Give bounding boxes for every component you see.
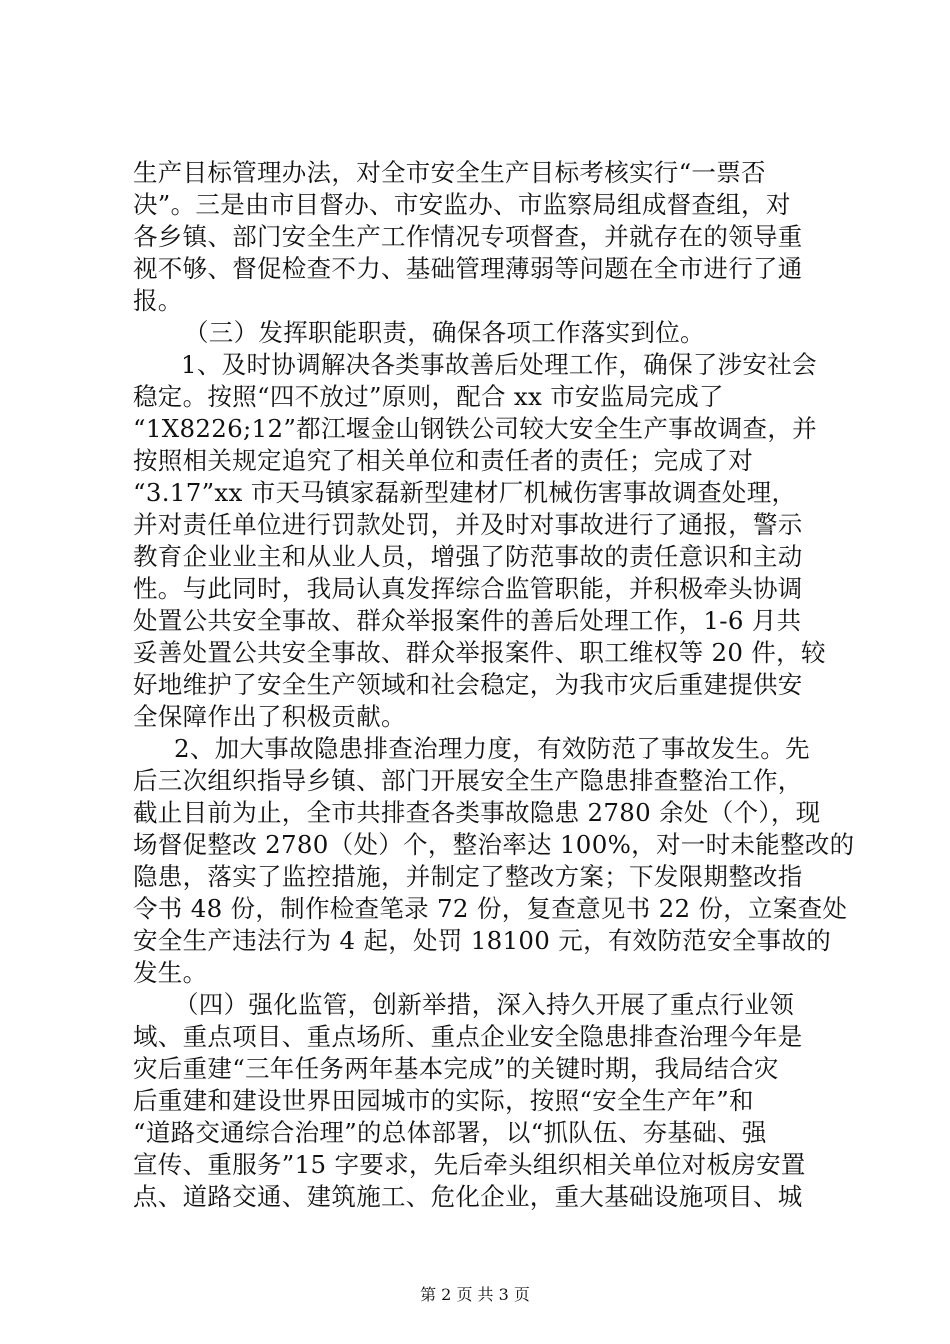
text-line: 场督促整改 2780（处）个，整治率达 100%，对一时未能整改的 xyxy=(133,830,855,859)
text-line: 决”。三是由市目督办、市安监办、市监察局组成督查组，对 xyxy=(133,190,791,219)
text-line: 按照相关规定追究了相关单位和责任者的责任；完成了对 xyxy=(133,446,753,475)
section-heading: （三）发挥职能职责，确保各项工作落实到位。 xyxy=(184,318,705,347)
text-line: 域、重点项目、重点场所、重点企业安全隐患排查治理今年是 xyxy=(133,1022,803,1051)
text-line: 并对责任单位进行罚款处罚，并及时对事故进行了通报，警示 xyxy=(133,510,803,539)
text-line: 稳定。按照“四不放过”原则，配合 xx 市安监局完成了 xyxy=(133,382,724,411)
text-line: 性。与此同时，我局认真发挥综合监管职能，并积极牵头协调 xyxy=(133,574,803,603)
section-heading: （四）强化监管，创新举措，深入持久开展了重点行业领 xyxy=(174,990,794,1019)
page-number-footer: 第 2 页 共 3 页 xyxy=(420,1285,530,1304)
text-line: 视不够、督促检查不力、基础管理薄弱等问题在全市进行了通 xyxy=(133,254,803,283)
text-line: 发生。 xyxy=(133,958,208,987)
text-line: 全保障作出了积极贡献。 xyxy=(133,702,406,731)
text-line: “1X8226;12”都江堰金山钢铁公司较大安全生产事故调查，并 xyxy=(133,414,817,443)
text-line: 安全生产违法行为 4 起，处罚 18100 元，有效防范安全事故的 xyxy=(133,926,832,955)
text-line: 报。 xyxy=(133,286,183,315)
text-line: 后三次组织指导乡镇、部门开展安全生产隐患排查整治工作， xyxy=(133,766,803,795)
text-line: 各乡镇、部门安全生产工作情况专项督查，并就存在的领导重 xyxy=(133,222,803,251)
text-line: 令书 48 份，制作检查笔录 72 份，复查意见书 22 份，立案查处 xyxy=(133,894,848,923)
text-line: 隐患，落实了监控措施，并制定了整改方案；下发限期整改指 xyxy=(133,862,803,891)
text-line: 妥善处置公共安全事故、群众举报案件、职工维权等 20 件，较 xyxy=(133,638,826,667)
text-line: “道路交通综合治理”的总体部署，以“抓队伍、夯基础、强 xyxy=(133,1118,767,1147)
text-line: 好地维护了安全生产领域和社会稳定，为我市灾后重建提供安 xyxy=(133,670,803,699)
text-line: 截止目前为止，全市共排查各类事故隐患 2780 余处（个），现 xyxy=(133,798,821,827)
text-line: “3.17”xx 市天马镇家磊新型建材厂机械伤害事故调查处理， xyxy=(133,478,797,507)
text-line: 教育企业业主和从业人员，增强了防范事故的责任意识和主动 xyxy=(133,542,803,571)
paragraph-start: 2、加大事故隐患排查治理力度，有效防范了事故发生。先 xyxy=(174,734,810,763)
text-line: 点、道路交通、建筑施工、危化企业，重大基础设施项目、城 xyxy=(133,1182,803,1211)
text-line: 宣传、重服务”15 字要求，先后牵头组织相关单位对板房安置 xyxy=(133,1150,806,1179)
text-line: 生产目标管理办法，对全市安全生产目标考核实行“一票否 xyxy=(133,158,766,187)
text-line: 灾后重建“三年任务两年基本完成”的关键时期，我局结合灾 xyxy=(133,1054,779,1083)
text-line: 后重建和建设世界田园城市的实际，按照“安全生产年”和 xyxy=(133,1086,754,1115)
text-line: 处置公共安全事故、群众举报案件的善后处理工作，1-6 月共 xyxy=(133,606,802,635)
paragraph-start: 1、及时协调解决各类事故善后处理工作，确保了涉安社会 xyxy=(181,350,817,379)
